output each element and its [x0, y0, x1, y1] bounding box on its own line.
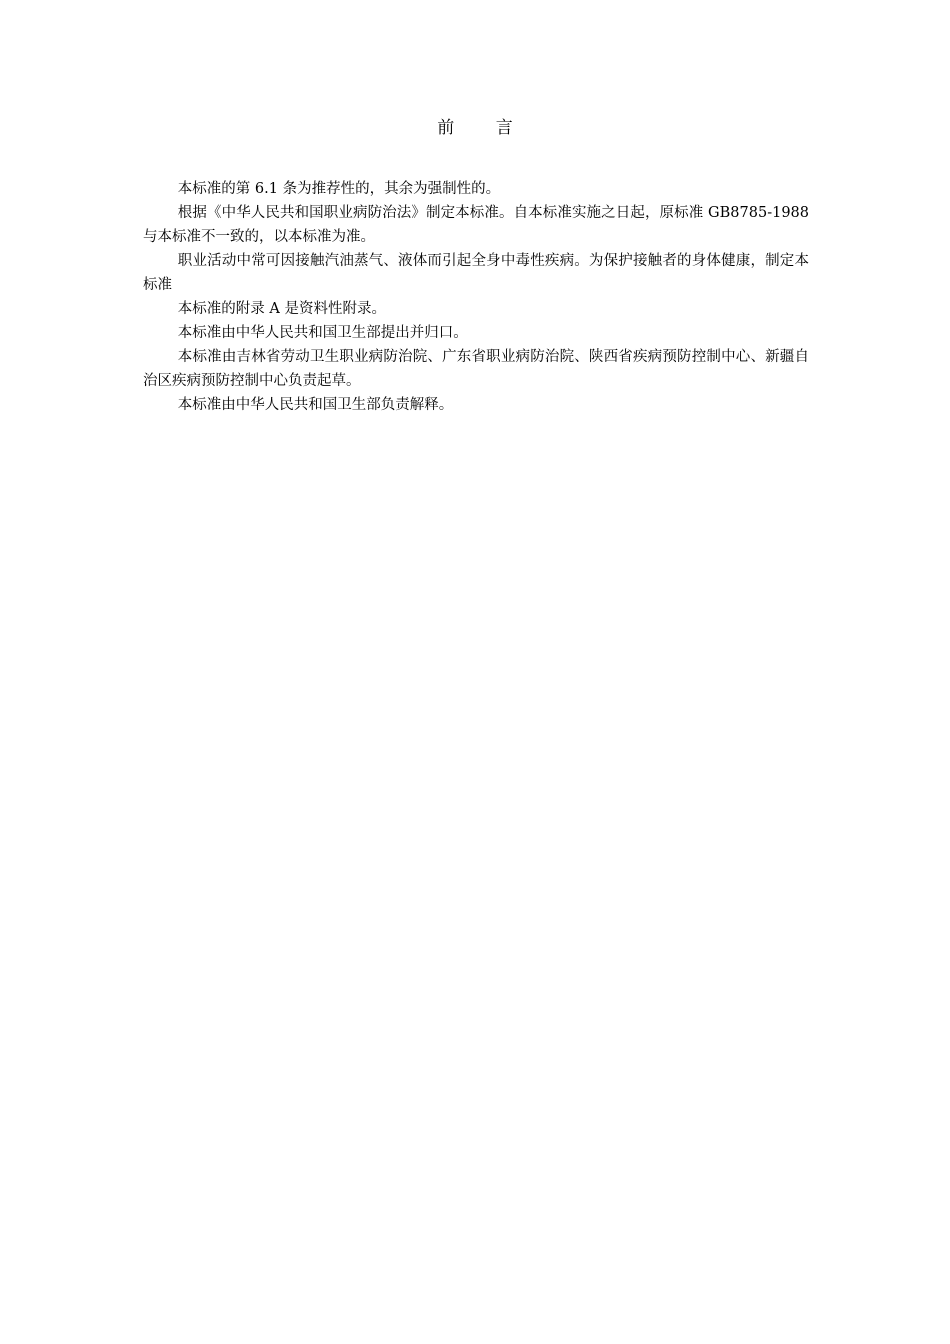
- paragraph-recommended-clause: 本标准的第 6.1 条为推荐性的，其余为强制性的。: [177, 181, 501, 197]
- paragraph-drafters: 本标准由吉林省劳动卫生职业病防治院、广东省职业病防治院、陕西省疾病预防控制中心、新疆自治区疾病预防控制中心负责起草。: [143, 349, 809, 389]
- page-title: 前 言: [437, 118, 531, 138]
- paragraph-purpose: 职业活动中常可因接触汽油蒸气、液体而引起全身中毒性疾病。为保护接触者的身体健康，制定本标准: [143, 253, 809, 293]
- paragraph-appendix: 本标准的附录 A 是资料性附录。: [177, 301, 386, 317]
- paragraph-legal-basis: 根据《中华人民共和国职业病防治法》制定本标准。自本标准实施之日起，原标准 GB8785-1988 与本标准不一致的，以本标准为准。: [143, 205, 809, 245]
- foreword-body: [143, 177, 809, 417]
- paragraph-interpretation: 本标准由中华人民共和国卫生部负责解释。: [177, 397, 454, 413]
- paragraph-proposer: 本标准由中华人民共和国卫生部提出并归口。: [177, 325, 468, 341]
